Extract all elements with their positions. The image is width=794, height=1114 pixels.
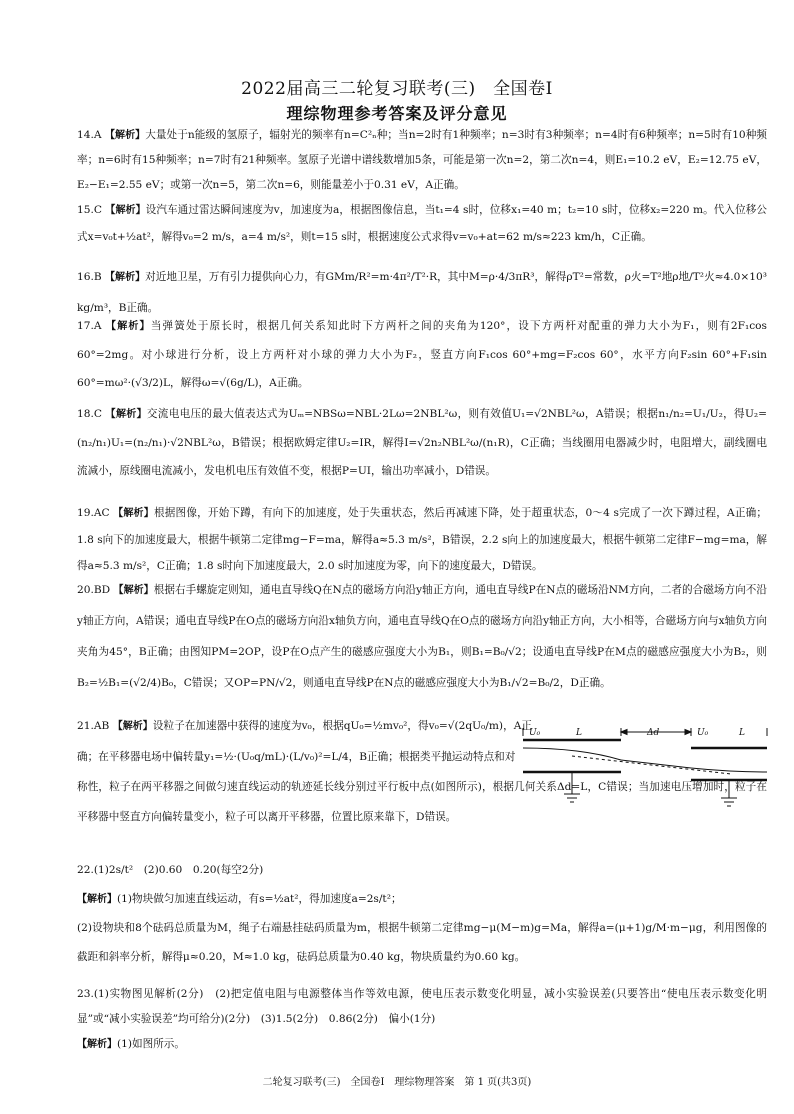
answer-text: 设汽车通过雷达瞬间速度为v，加速度为a，根据图像信息，当t₁=4 s时，位移x₁=40 m；t₂=10 s时，位移x₂=220 m。代入位移公式x=v₀t+½at²，解得v₀=2 m/s，a=4 m/s²，则t=15 s时，根据速度公式求得v=v₀+at=62 m/s≈223 km/h，C正确。 [77, 204, 767, 243]
arrowhead-right [685, 730, 691, 735]
answer-text: 根据右手螺旋定则知，通电直导线Q在N点的磁场方向沿y轴正方向，通电直导线P在N点的磁场沿NM方向，二者的合磁场方向不沿y轴正方向，A错误；通电直导线P在O点的磁场方向沿x轴负方向，通电直导线Q在O点的磁场方向沿y轴正方向，大小相等，合磁场方向与x轴负方向夹角为45°，B正确；由图知PM=2OP，设P在O点产生的磁感应强度大小为B₁，则B₁=B₀/√2；设通电直导线P在M点的磁感应强度大小为B₂，则B₂=½B₁=(√2/4)B₀，C错误；又OP=PN/√2，则通电直导线P在N点的磁感应强度大小为B₁/√2=B₀/2，D正确。 [77, 584, 767, 689]
document-title: 2022届高三二轮复习联考(三) 全国卷Ⅰ [241, 79, 553, 99]
answer-23-summary: 23.(1)实物图见解析(2分) (2)把定值电阻与电源整体当作等效电源，使电压表示数变化明显，减小实验误差(只要答出“使电压表示数变化明显”或“减小实验误差”均可给分)(2分) (3)1.5(2分) 0.86(2分) 偏小(1分) [77, 988, 767, 1025]
answer-17 [77, 312, 767, 397]
label-u0-right: U₀ [697, 728, 709, 738]
analysis-tag: 【解析】 [77, 894, 117, 905]
analysis-tag: 【解析】 [105, 272, 146, 283]
analysis-tag: 【解析】 [106, 321, 151, 332]
analysis-tag: 【解析】 [105, 409, 147, 420]
answer-22 [77, 856, 767, 972]
answer-23 [77, 982, 767, 1057]
analysis-tag: 【解析】 [112, 721, 153, 732]
analysis-tag: 【解析】 [105, 205, 146, 216]
page-footer: 二轮复习联考(三) 全国卷Ⅰ 理综物理答案 第 1 页(共3页) [262, 1077, 532, 1088]
arrowhead-left [621, 730, 627, 735]
answer-text: 对近地卫星，万有引力提供向心力，有GMm/R²=m·4π²/T²·R，其中M=ρ·4/3πR³，解得ρT²=常数，ρ火=T²地ρ地/T²火≈4.0×10³ kg/m³，B正确。 [77, 271, 768, 314]
answer-21-first-part [77, 711, 532, 772]
trajectory-middle [621, 760, 691, 768]
answer-number: 18.C [77, 408, 102, 420]
answer-number: 20.BD [77, 584, 111, 596]
translator-diagram [521, 724, 769, 812]
answer-22-summary: 22.(1)2s/t² (2)0.60 0.20(每空2分) [77, 864, 264, 876]
answer-text: 交流电电压的最大值表达式为Uₘ=NBSω=NBL·2Lω=2NBL²ω，则有效值U₁=√2NBL²ω，A错误；根据n₁/n₂=U₁/U₂，得U₂=(n₂/n₁)U₁=(n₂/n₁)·√2NBL²ω，B错误；根据欧姆定律U₂=IR，解得I=√2n₂NBL²ω/(n₁R)，C正确；当线圈用电器减少时，电阻增大，副线圈电流减小，原线圈电流减小，发电机电压有效值不变，根据P=UI，输出功率减小，D错误。 [77, 408, 768, 477]
answer-number: 19.AC [77, 507, 110, 519]
answer-22-part1 [77, 885, 767, 914]
answer-19 [77, 500, 767, 579]
answer-14 [77, 123, 767, 198]
answer-20 [77, 575, 767, 699]
answer-text: 大量处于n能级的氢原子，辐射光的频率有n=C²ₙ种；当n=2时有1种频率；n=3时有3种频率；n=4时有6种频率；n=5时有10种频率；n=6时有15种频率；n=7时有21种频率。氢原子光谱中谱线数增加5条，可能是第一次n=2，第二次n=4，则E₁=10.2 eV，E₂=12.75 eV，E₂−E₁=2.55 eV；或第一次n=5，第二次n=6，则能量差小于0.31 eV，A正确。 [77, 129, 767, 191]
label-delta-d: Δd [647, 728, 660, 738]
answer-23-analysis [77, 1032, 767, 1057]
analysis-tag: 【解析】 [113, 508, 154, 519]
answer-18 [77, 400, 767, 485]
analysis-tag: 【解析】 [104, 130, 146, 141]
answer-text: (1)物块做匀加速直线运动，有s=½at²，得加速度a=2s/t²； [117, 893, 402, 905]
label-u0-left: U₀ [529, 728, 541, 738]
answer-text: 当弹簧处于原长时，根据几何关系知此时下方两杆之间的夹角为120°，设下方两杆对配重的弹力大小为F₁，则有2F₁cos 60°=2mg。对小球进行分析，设上方两杆对小球的弹力大小为F₂，竖直方向F₁cos 60°+mg=F₂cos 60°，水平方向F₂sin 60°+F₁sin 60°=mω²·(√3/2)L，解得ω=√(6g/L)，A正确。 [77, 320, 767, 389]
answer-number: 21.AB [77, 720, 110, 732]
analysis-tag: 【解析】 [113, 585, 154, 596]
answer-text: (1)如图所示。 [117, 1038, 185, 1050]
answer-number: 16.B [77, 271, 102, 283]
trajectory-right [691, 768, 767, 772]
label-l-right: L [739, 728, 745, 738]
answer-15 [77, 197, 767, 250]
label-l-left: L [576, 728, 582, 738]
answer-number: 17.A [77, 320, 102, 332]
answer-text: 根据图像，开始下蹲，有向下的加速度，处于失重状态，然后再减速下降，处于超重状态，0～4 s完成了一次下蹲过程，A正确；1.8 s向下的加速度最大，根据牛顿第二定律mg−F=ma，解得a≈5.3 m/s²，B错误，2.2 s向上的加速度最大，根据牛顿第二定律F−mg=ma，解得a≈5.3 m/s²，C正确；1.8 s时向下加速度最大，2.0 s时加速度为零，向下的速度最大，D错误。 [77, 507, 767, 572]
trajectory-left [523, 748, 621, 760]
answer-text-continued: 称性，粒子在两平移器之间做匀速直线运动的轨迹延长线分别过平行板中点(如图所示)，根据几何关系Δd=L，C错误；当加速电压增加时，粒子在平移器中竖直方向偏转量变小，粒子可以离开平移器，位置比原来靠下，D错误。 [77, 781, 767, 823]
answer-number: 15.C [77, 204, 102, 216]
document-subtitle: 理综物理参考答案及评分意见 [286, 104, 508, 123]
answer-22-part2: (2)设物块和8个砝码总质量为M，绳子右端悬挂砝码质量为m，根据牛顿第二定律mg−μ(M−m)g=Ma，解得a=(μ+1)g/M·m−μg，利用图像的截距和斜率分析，解得μ≈0.20，M≈1.0 kg，砝码总质量为0.40 kg，物块质量约为0.60 kg。 [77, 922, 767, 963]
answer-number: 14.A [77, 129, 102, 141]
analysis-tag: 【解析】 [77, 1039, 117, 1050]
answer-text: 设粒子在加速器中获得的速度为v₀，根据qU₀=½mv₀²，得v₀=√(2qU₀/m)，A正确；在平移器电场中偏转量y₁=½·(U₀q/mL)·(L/v₀)²=L/4，B正确；根据类平抛运动特点和对 [77, 720, 532, 763]
